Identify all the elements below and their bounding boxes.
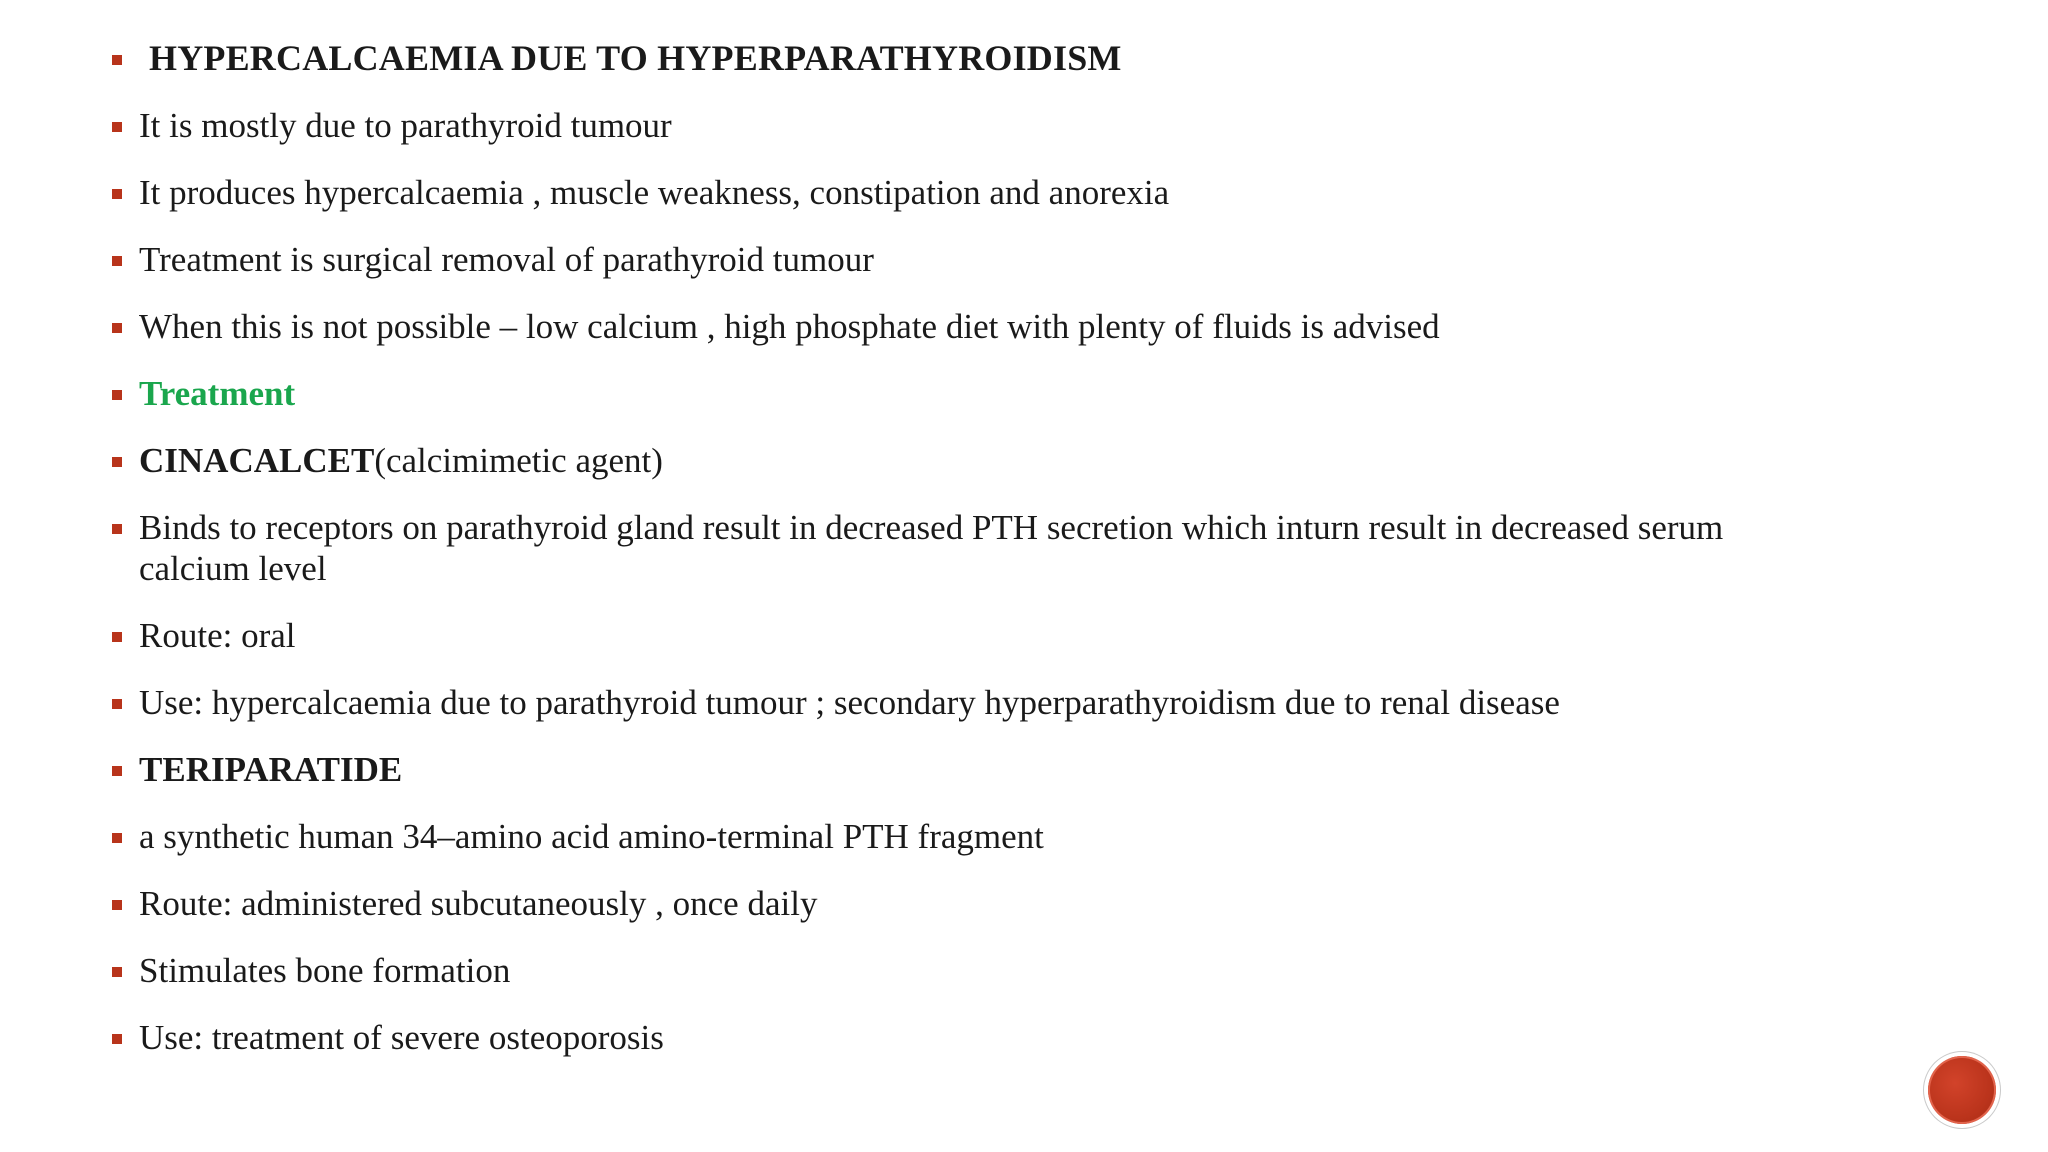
bullet-icon — [112, 967, 122, 977]
list-item — [112, 239, 1832, 280]
drug-name: CINACALCET — [139, 441, 375, 480]
drug-item-teriparatide — [112, 749, 1832, 790]
bullet-icon — [112, 524, 122, 534]
list-item-text: When this is not possible – low calcium , high phosphate diet with plenty of fluids is advised — [139, 307, 1440, 346]
bullet-icon — [112, 256, 122, 266]
slide-heading: HYPERCALCAEMIA DUE TO HYPERPARATHYROIDISM — [149, 38, 1122, 78]
list-item — [112, 883, 1832, 924]
bullet-icon — [112, 1034, 122, 1044]
circle-button-icon — [1928, 1056, 1996, 1124]
nav-circle-button[interactable] — [1924, 1052, 2000, 1128]
list-item-text: Use: treatment of severe osteoporosis — [139, 1018, 664, 1057]
bullet-icon — [112, 766, 122, 776]
bullet-icon — [112, 55, 122, 65]
drug-item-cinacalcet — [112, 440, 1832, 481]
list-item-text: It produces hypercalcaemia , muscle weakness, constipation and anorexia — [139, 173, 1170, 212]
bullet-list — [112, 38, 1832, 1084]
bullet-icon — [112, 833, 122, 843]
list-item — [112, 950, 1832, 991]
bullet-icon — [112, 390, 122, 400]
list-item — [112, 682, 1832, 723]
list-item-text: Stimulates bone formation — [139, 951, 511, 990]
list-item-text: Treatment is surgical removal of parathyroid tumour — [139, 240, 874, 279]
treatment-heading: Treatment — [139, 374, 296, 413]
list-item — [112, 615, 1832, 656]
list-item — [112, 816, 1832, 857]
list-item — [112, 507, 1832, 589]
list-item-text: Use: hypercalcaemia due to parathyroid tumour ; secondary hyperparathyroidism due to renal disease — [139, 683, 1560, 722]
bullet-icon — [112, 699, 122, 709]
list-item-text: Route: oral — [139, 616, 296, 655]
list-item — [112, 172, 1832, 213]
drug-class: (calcimimetic agent) — [374, 441, 663, 480]
bullet-icon — [112, 457, 122, 467]
list-item-text: It is mostly due to parathyroid tumour — [139, 106, 672, 145]
bullet-icon — [112, 632, 122, 642]
list-item — [112, 1017, 1832, 1058]
treatment-heading-item — [112, 373, 1832, 414]
list-item-text: Route: administered subcutaneously , once daily — [139, 884, 818, 923]
list-item — [112, 105, 1832, 146]
list-item — [112, 306, 1832, 347]
bullet-icon — [112, 189, 122, 199]
heading-item — [112, 38, 1832, 79]
drug-name: TERIPARATIDE — [139, 750, 403, 789]
bullet-icon — [112, 122, 122, 132]
list-item-text: a synthetic human 34–amino acid amino-terminal PTH fragment — [139, 817, 1044, 856]
bullet-icon — [112, 900, 122, 910]
bullet-icon — [112, 323, 122, 333]
list-item-text — [139, 440, 1832, 481]
list-item-text: Binds to receptors on parathyroid gland result in decreased PTH secretion which inturn result in decreased serum calcium level — [139, 508, 1724, 588]
